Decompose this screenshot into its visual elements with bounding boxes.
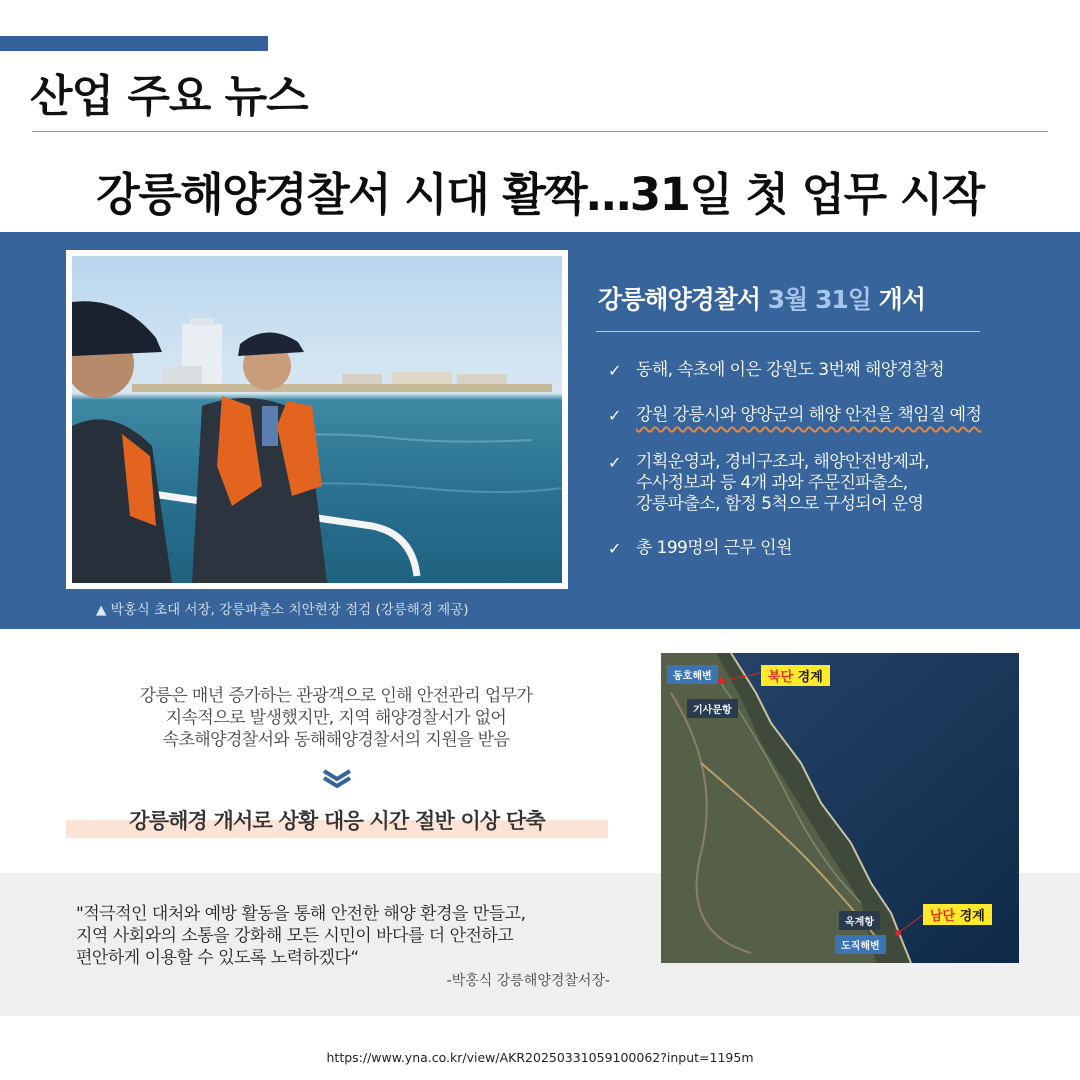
bullet-text bbox=[636, 452, 929, 515]
background-line: 속초해양경찰서와 동해해양경찰서의 지원을 받음 bbox=[162, 730, 510, 750]
border-word: 경계 bbox=[793, 670, 823, 685]
bullet-line: 강릉파출소, 함정 5척으로 구성되어 운영 bbox=[636, 494, 924, 514]
south-word: 남단 bbox=[930, 909, 956, 924]
quote-line: 편안하게 이용할 수 있도록 노력하겠다“ bbox=[76, 948, 359, 968]
south-border-tag bbox=[923, 904, 992, 925]
source-url: https://www.yna.co.kr/view/AKR20250331059100062?input=1195m bbox=[326, 1050, 754, 1065]
quote-attribution: -박홍식 강릉해양경찰서장- bbox=[446, 973, 610, 989]
quote-line: 지역 사회와의 소통을 강화해 모든 시민이 바다를 더 안전하고 bbox=[76, 926, 514, 946]
background-line: 지속적으로 발생했지만, 지역 해양경찰서가 없어 bbox=[165, 708, 507, 728]
background-text bbox=[66, 685, 606, 751]
check-icon: ✓ bbox=[608, 453, 621, 472]
info-title-prefix: 강릉해양경찰서 bbox=[598, 285, 768, 314]
check-icon: ✓ bbox=[608, 539, 621, 558]
info-bullet bbox=[608, 405, 981, 427]
info-title-date: 3월 31일 bbox=[767, 285, 871, 314]
bullet-line: 기획운영과, 경비구조과, 해양안전방제과, bbox=[636, 452, 929, 472]
map-label: 동호해변 bbox=[667, 665, 718, 684]
news-photo-frame bbox=[66, 250, 568, 589]
info-title-suffix: 개서 bbox=[870, 285, 925, 314]
news-photo bbox=[72, 256, 562, 583]
quote-line: "적극적인 대처와 예방 활동을 통해 안전한 해양 환경을 만들고, bbox=[76, 904, 526, 924]
info-bullet bbox=[608, 538, 792, 560]
title-divider bbox=[32, 131, 1048, 132]
bullet-text: 강원 강릉시와 양양군의 해양 안전을 책임질 예정 bbox=[636, 405, 982, 425]
jurisdiction-map bbox=[661, 653, 1019, 963]
section-label: 산업 주요 뉴스 bbox=[30, 71, 308, 122]
north-border-tag bbox=[761, 665, 830, 686]
bullet-text: 동해, 속초에 이은 강원도 3번째 해양경찰청 bbox=[636, 360, 945, 380]
bullet-text: 총 199명의 근무 인원 bbox=[636, 538, 792, 558]
top-accent-bar bbox=[0, 36, 268, 51]
border-word: 경계 bbox=[955, 909, 985, 924]
check-icon: ✓ bbox=[608, 406, 621, 425]
background-line: 강릉은 매년 증가하는 관광객으로 인해 안전관리 업무가 bbox=[139, 686, 533, 706]
north-word: 북단 bbox=[768, 670, 794, 685]
quote-text bbox=[76, 903, 526, 969]
bullet-line: 수사정보과 등 4개 과와 주문진파출소, bbox=[636, 473, 908, 493]
photo-caption: ▲ 박홍식 초대 서장, 강릉파출소 치안현장 점검 (강릉해경 제공) bbox=[96, 602, 469, 618]
map-label: 기사문항 bbox=[687, 699, 738, 718]
chevron-down-icon bbox=[322, 768, 352, 788]
map-label: 옥계항 bbox=[839, 911, 880, 930]
info-bullet bbox=[608, 360, 944, 382]
info-title bbox=[598, 280, 925, 316]
info-divider bbox=[596, 331, 980, 332]
headline: 강릉해양경찰서 시대 활짝…31일 첫 업무 시작 bbox=[96, 168, 984, 221]
info-bullet bbox=[608, 452, 929, 515]
check-icon: ✓ bbox=[608, 361, 621, 380]
boat-inspection-illustration bbox=[72, 256, 562, 583]
result-text: 강릉해경 개서로 상황 대응 시간 절반 이상 단축 bbox=[129, 809, 545, 833]
map-label: 도직해변 bbox=[835, 935, 886, 954]
